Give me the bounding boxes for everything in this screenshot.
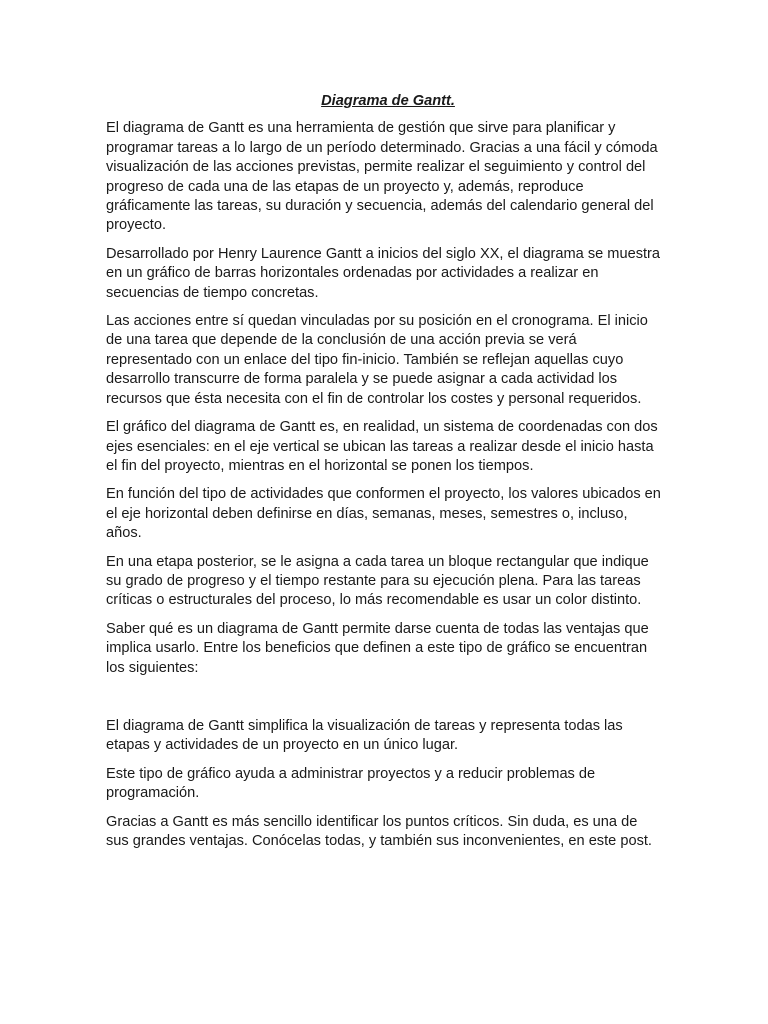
paragraph-actions: Las acciones entre sí quedan vinculadas por su posición en el cronograma. El inicio de una tarea que depende de la conclusión de una acción previa se verá representado con un enlace del tipo fin-inicio. También se reflejan aquellas cuyo desarrollo transcurre de forma paralela y se puede asignar a cada actividad los recursos que ésta necesita con el fin de controlar los costes y personal requeridos. bbox=[106, 313, 648, 407]
paragraph-benefit-administration: Este tipo de gráfico ayuda a administrar proyectos y a reducir problemas de programación. bbox=[106, 765, 596, 802]
paragraph-benefit-visualization: El diagrama de Gantt simplifica la visualización de tareas y representa todas las etapas y actividades de un proyecto en un único lugar. bbox=[106, 717, 623, 754]
paragraph-benefits-intro: Saber qué es un diagrama de Gantt permite darse cuenta de todas las ventajas que implica usarlo. Entre los beneficios que definen a este tipo de gráfico se encuentran los siguientes: bbox=[106, 620, 649, 676]
paragraph-axes: El gráfico del diagrama de Gantt es, en realidad, un sistema de coordenadas con dos ejes esenciales: en el eje vertical se ubican las tareas a realizar desde el inicio hasta el fin del proyecto, mientras en el horizontal se ponen los tiempos. bbox=[106, 419, 658, 474]
document-page bbox=[106, 92, 662, 860]
paragraph-horizontal-values: En función del tipo de actividades que conformen el proyecto, los valores ubicados en el eje horizontal deben definirse en días, semanas, meses, semestres o, incluso, años. bbox=[106, 486, 661, 542]
paragraph-intro: El diagrama de Gantt es una herramienta de gestión que sirve para planificar y programar tareas a lo largo de un período determinado. Gracias a una fácil y cómoda visualización de las acciones previstas, permite realizar el seguimiento y control del progreso de cada una de las etapas de un proyecto y, además, reproduce gráficamente las tareas, su duración y secuencia, además del calendario general del proyecto. bbox=[106, 120, 658, 234]
paragraph-benefit-critical-points: Gracias a Gantt es más sencillo identificar los puntos críticos. Sin duda, es una de sus grandes ventajas. Conócelas todas, y también sus inconvenientes, en este post. bbox=[106, 813, 652, 849]
document-title: Diagrama de Gantt. bbox=[321, 93, 455, 109]
paragraph-blocks: En una etapa posterior, se le asigna a cada tarea un bloque rectangular que indique su grado de progreso y el tiempo restante para su ejecución plena. Para las tareas críticas o estructurales del proceso, lo más recomendable es usar un color distinto. bbox=[106, 553, 649, 609]
paragraph-history: Desarrollado por Henry Laurence Gantt a inicios del siglo XX, el diagrama se muestra en un gráfico de barras horizontales ordenadas por actividades a realizar en secuencias de tiempo concretas. bbox=[106, 245, 661, 301]
blank-gap bbox=[106, 687, 662, 717]
